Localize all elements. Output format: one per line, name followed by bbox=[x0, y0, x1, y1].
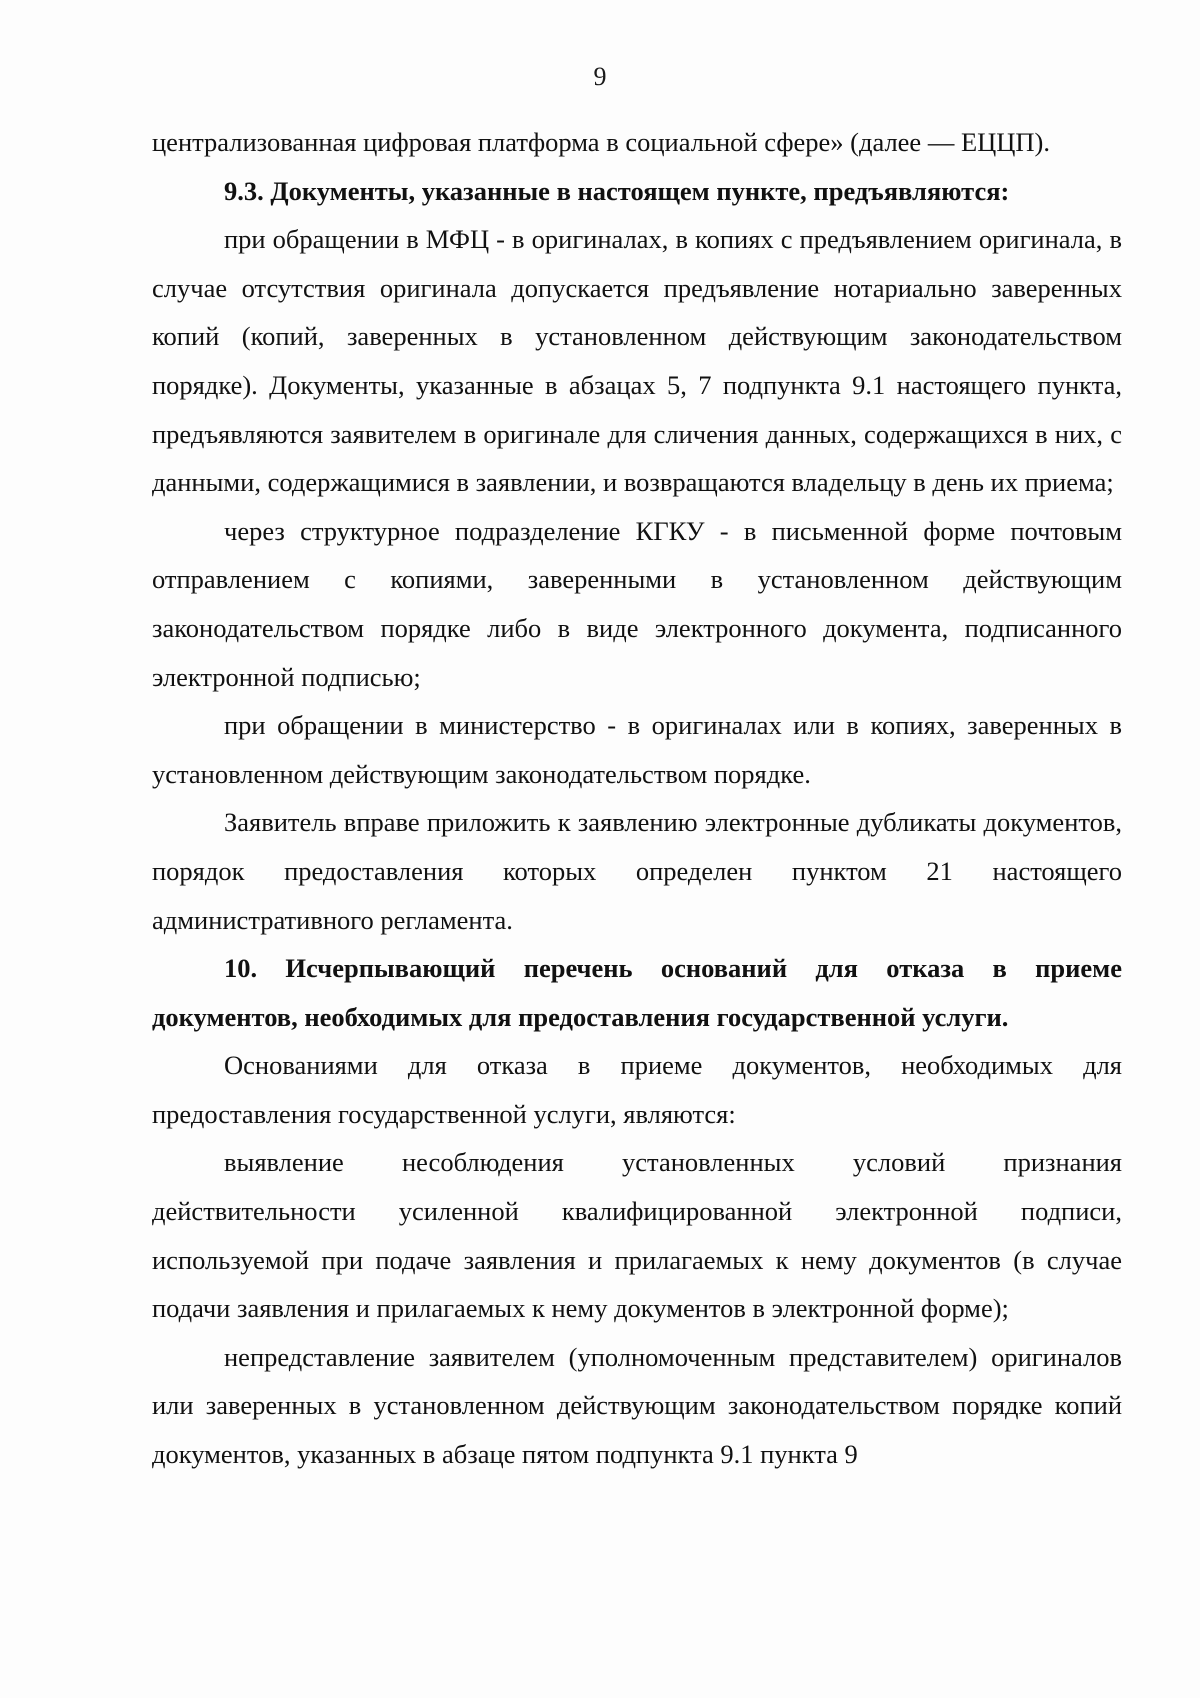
paragraph-duplicates: Заявитель вправе приложить к заявлению электронные дубликаты документов, порядок предоставления которых определен пунктом 21 настоящего административного регламента. bbox=[152, 807, 1122, 935]
paragraph-mfc: при обращении в МФЦ - в оригиналах, в копиях с предъявлением оригинала, в случае отсутствия оригинала допускается предъявление нотариально заверенных копий (копий, заверенных в установленном действующим законодательством порядке). Документы, указанные в абзацах 5, 7 подпункта 9.1 настоящего пункта, предъявляются заявителем в оригинале для сличения данных, содержащихся в них, с данными, содержащимися в заявлении, и возвращаются владельцу в день их приема; bbox=[152, 224, 1122, 498]
document-body bbox=[152, 118, 1122, 1479]
paragraph-kgku: через структурное подразделение КГКУ - в письменной форме почтовым отправлением с копиями, заверенными в установленном действующим законодательством порядке либо в виде электронного документа, подписанного электронной подписью; bbox=[152, 515, 1122, 692]
paragraph-continuation: централизованная цифровая платформа в социальной сфере» (далее — ЕЦЦП). bbox=[152, 127, 1050, 157]
paragraph-ministry: при обращении в министерство - в оригиналах или в копиях, заверенных в установленном действующим законодательством порядке. bbox=[152, 710, 1122, 789]
page-number: 9 bbox=[593, 62, 607, 91]
paragraph-signature: выявление несоблюдения установленных условий признания действительности усиленной квалифицированной электронной подписи, используемой при подаче заявления и прилагаемых к нему документов (в случае подачи заявления и прилагаемых к нему документов в электронной форме); bbox=[152, 1147, 1122, 1324]
paragraph-grounds: Основаниями для отказа в приеме документов, необходимых для предоставления государственной услуги, являются: bbox=[152, 1050, 1122, 1129]
paragraph-nonpresentation: непредставление заявителем (уполномоченным представителем) оригиналов или заверенных в установленном действующим законодательством порядке копий документов, указанных в абзаце пятом подпункта 9.1 пункта 9 bbox=[152, 1341, 1122, 1470]
section-heading-9-3: 9.3. Документы, указанные в настоящем пункте, предъявляются: bbox=[224, 175, 1010, 206]
section-heading-10: 10. Исчерпывающий перечень оснований для отказа в приеме документов, необходимых для предоставления государственной услуги. bbox=[152, 953, 1122, 1032]
